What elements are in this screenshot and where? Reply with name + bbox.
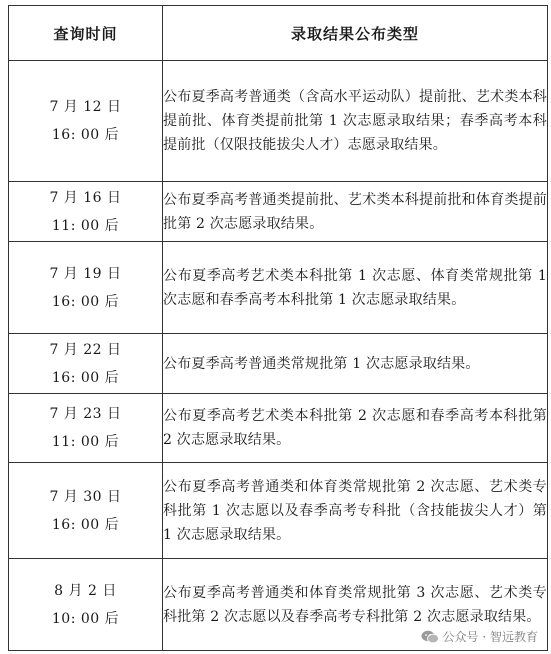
result-type-cell: 公布夏季高考普通类和体育类常规批第 2 次志愿、艺术类专科批第 1 次志愿以及春季高考专科批（含技能拔尖人才）第 1 次志愿录取结果。 — [163, 463, 548, 559]
result-type-cell: 公布夏季高考普通类（含高水平运动队）提前批、艺术类本科提前批、体育类提前批第 1 次志愿录取结果；春季高考本科提前批（仅限技能拔尖人才）志愿录取结果。 — [163, 61, 548, 182]
query-time: 11: 00 后 — [51, 217, 120, 234]
table-row — [9, 334, 548, 394]
table-row — [9, 463, 548, 559]
query-date: 7 月 30 日 — [49, 488, 122, 505]
table-row — [9, 182, 548, 242]
query-time: 16: 00 后 — [51, 516, 120, 533]
query-date: 7 月 22 日 — [49, 341, 122, 358]
result-type-cell: 公布夏季高考艺术类本科批第 2 次志愿和春季高考本科批第 2 次志愿录取结果。 — [163, 394, 548, 463]
header-result-type: 录取结果公布类型 — [163, 6, 548, 61]
table-row — [9, 394, 548, 463]
watermark-text: 公众号 · 智远教育 — [442, 630, 538, 644]
query-time-cell — [9, 559, 163, 651]
query-time-cell — [9, 242, 163, 334]
query-time-cell — [9, 182, 163, 242]
query-time: 16: 00 后 — [51, 293, 120, 310]
header-query-time: 查询时间 — [9, 6, 163, 61]
query-date: 7 月 23 日 — [49, 406, 122, 422]
query-date: 7 月 19 日 — [49, 265, 122, 282]
query-date: 8 月 2 日 — [54, 582, 117, 599]
query-time-cell — [9, 61, 163, 182]
query-time: 16: 00 后 — [51, 127, 120, 143]
query-time-cell — [9, 334, 163, 394]
query-date: 7 月 12 日 — [49, 99, 122, 115]
query-time: 11: 00 后 — [51, 434, 120, 450]
result-type-cell: 公布夏季高考艺术类本科批第 1 次志愿、体育类常规批第 1 次志愿和春季高考本科批第 1 次志愿录取结果。 — [163, 242, 548, 334]
result-type-cell: 公布夏季高考普通类常规批第 1 次志愿录取结果。 — [163, 334, 548, 394]
result-type-cell: 公布夏季高考普通类和体育类常规批第 3 次志愿、艺术类专科批第 2 次志愿以及春季高考专科批第 2 次志愿录取结果。 — [163, 559, 548, 651]
result-type-cell: 公布夏季高考普通类提前批、艺术类本科提前批和体育类提前批第 2 次志愿录取结果。 — [163, 182, 548, 242]
table-row — [9, 242, 548, 334]
query-time: 10: 00 后 — [51, 610, 120, 627]
query-date: 7 月 16 日 — [49, 189, 122, 206]
table-row — [9, 61, 548, 182]
query-time-cell — [9, 463, 163, 559]
query-time: 16: 00 后 — [51, 369, 120, 386]
admission-schedule-table — [8, 5, 548, 651]
wechat-watermark — [418, 627, 541, 646]
query-time-cell — [9, 394, 163, 463]
table-header-row — [9, 6, 548, 61]
wechat-icon — [421, 630, 439, 644]
